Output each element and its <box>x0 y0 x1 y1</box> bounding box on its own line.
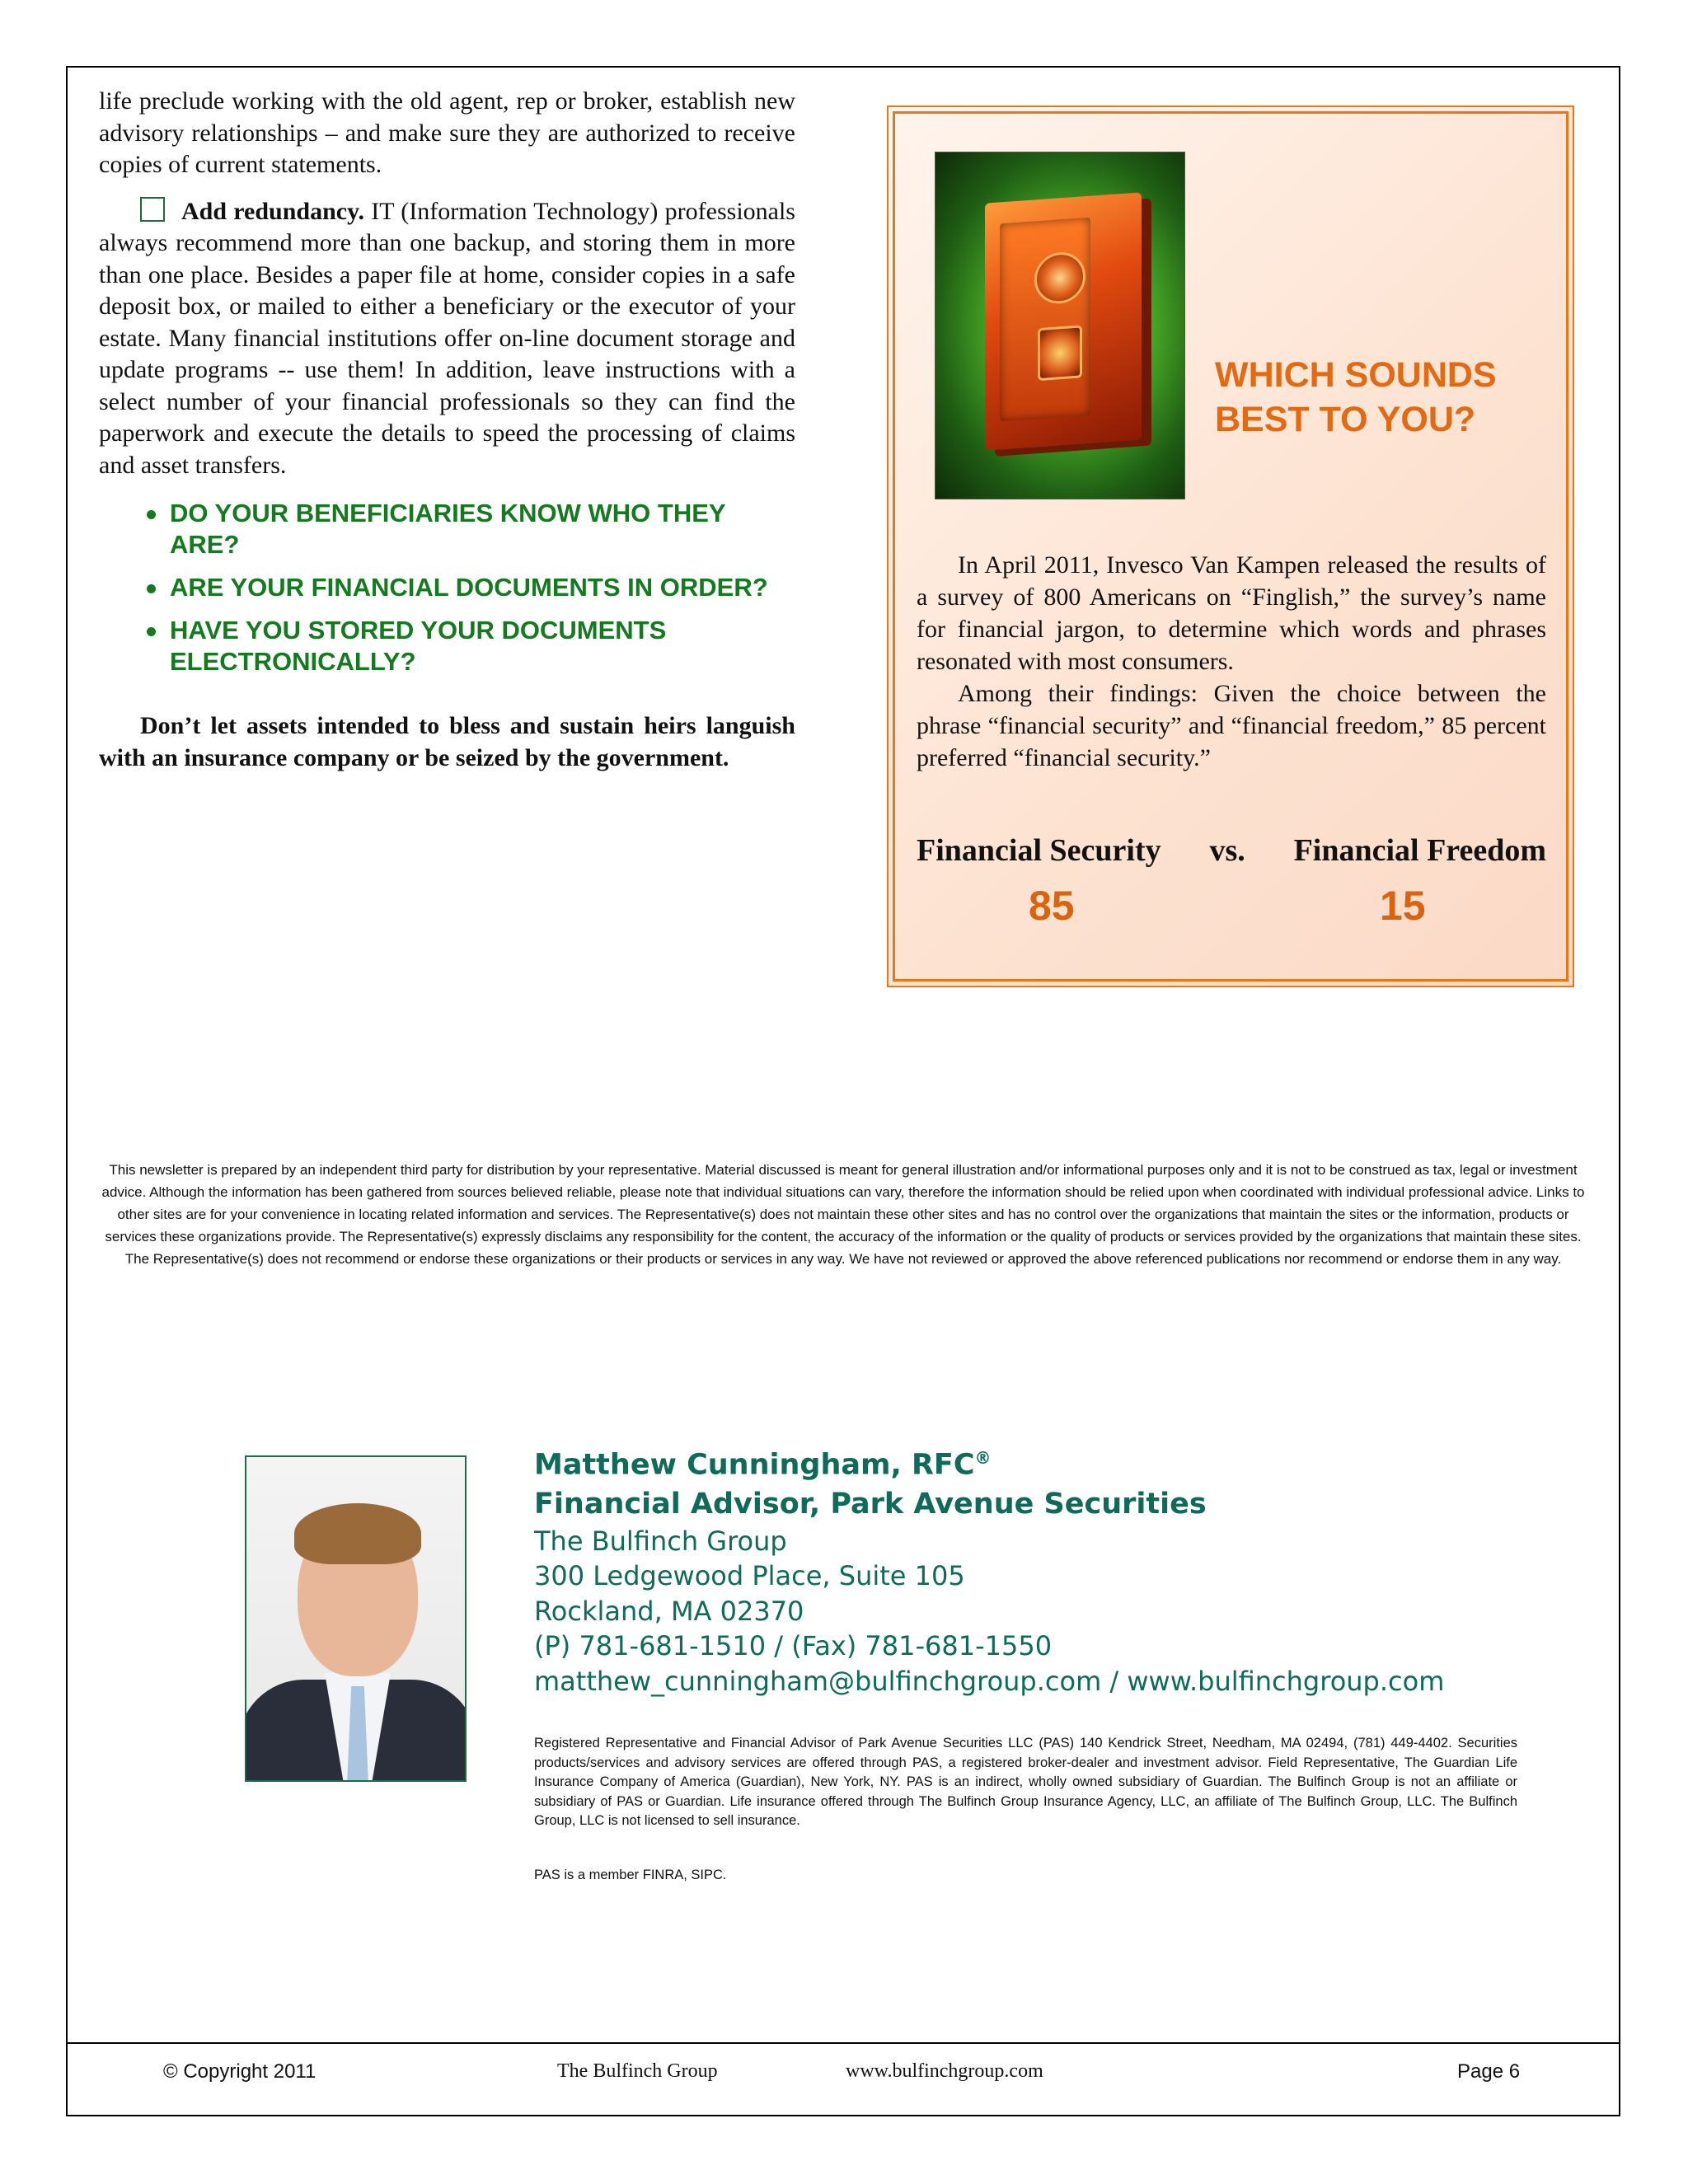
list-item-text: DO YOUR BENEFICIARIES KNOW WHO THEY ARE? <box>170 499 726 559</box>
advisor-company: The Bulfinch Group <box>534 1525 787 1557</box>
registered-mark: ® <box>974 1448 992 1468</box>
option-security-label: Financial Security <box>917 833 1161 868</box>
advisor-name <box>534 1439 1523 1485</box>
safe-image <box>935 152 1185 499</box>
lock-icon <box>1038 325 1082 381</box>
sidebar-body <box>917 549 1546 774</box>
option-freedom-label: Financial Freedom <box>1293 833 1546 868</box>
redundancy-text: IT (Information Technology) professionals always recommend more than one backup, and storing them in more than one place. Besides a paper file at home, consider copies in a safe deposit box, or mailed to either a beneficiary or the executor of your estate. Many financial institutions offer on-line document storage and update programs -- use them! In addition, leave instructions with a select number of your financial professionals so they can find the paperwork and execute the details to speed the processing of claims and asset transfers. <box>99 197 795 479</box>
footer-website-link[interactable]: www.bulfinchgroup.com <box>846 2060 1043 2082</box>
advisor-name-text: Matthew Cunningham, RFC <box>534 1448 975 1482</box>
footer-company: The Bulfinch Group <box>557 2060 718 2082</box>
question-list <box>99 498 795 677</box>
footer-copyright: © Copyright 2011 <box>163 2060 316 2083</box>
list-item <box>147 498 795 560</box>
sidebar-paragraph: In April 2011, Invesco Van Kampen released the results of a survey of 800 Americans on “Finglish,” the survey’s name for financial jargon, to determine which words and phrases resonated with most consumers. <box>917 551 1546 675</box>
sidebar-paragraph: Among their findings: Given the choice between the phrase “financial security” and “financial freedom,” 85 percent preferred “financial security.” <box>917 680 1546 771</box>
comparison-row <box>917 832 1546 869</box>
redundancy-paragraph <box>99 196 795 482</box>
page-number: Page 6 <box>1457 2060 1521 2083</box>
dial-icon <box>1034 251 1085 305</box>
redundancy-heading: Add redundancy. <box>181 197 364 225</box>
safe-door <box>1000 218 1090 422</box>
registration-disclosure: Registered Representative and Financial Advisor of Park Avenue Securities LLC (PAS) 140 Kendrick Street, Needham, MA 02494, (781) 449-4402. Securities products/services and advisory services are offered through PAS, a registered broker-dealer and investment advisor. Field Representative, The Guardian Life Insurance Company of America (Guardian), New York, NY. PAS is an indirect, wholly owned subsidiary of Guardian. The Bulfinch Group is not an affiliate or subsidiary of PAS or Guardian. Life insurance offered through The Bulfinch Group Insurance Agency, LLC, an affiliate of The Bulfinch Group, LLC. The Bulfinch Group, LLC is not licensed to sell insurance. <box>534 1736 1517 1828</box>
advisor-phone: (P) 781-681-1510 / (Fax) 781-681-1550 <box>534 1630 1053 1662</box>
article-column <box>99 86 795 774</box>
advisor-contact-block <box>534 1439 1523 1699</box>
legal-disclaimer: This newsletter is prepared by an independent third party for distribution by your representative. Material discussed is meant for general illustration and/or informational purposes only and it is not to be construed as tax, legal or investment advice. Although the information has been gathered from sources believed reliable, please note that individual situations can vary, therefore the information should be relied upon when coordinated with individual professional advice. Links to other sites are for your convenience in locating related information and services. The Representative(s) does not maintain these other sites and has no control over the organizations that maintain the sites or the information, products or services these organizations provide. The Representative(s) expressly disclaims any responsibility for the content, the accuracy of the information or the quality of products or services provided by the organizations that maintain these sites. The Representative(s) does not recommend or endorse these organizations or their products or services in any way. We have not reviewed or approved the above referenced publications nor recommend or endorse them in any way. <box>101 1162 1585 1267</box>
bullet-icon <box>147 510 156 519</box>
footer-divider <box>66 2042 1620 2044</box>
sidebar-heading: WHICH SOUNDS BEST TO YOU? <box>1215 355 1497 439</box>
safe-icon <box>985 192 1142 450</box>
bullet-icon <box>147 627 156 636</box>
list-item <box>147 615 795 677</box>
list-item <box>147 572 795 603</box>
survey-sidebar <box>887 105 1574 987</box>
list-item-text: HAVE YOU STORED YOUR DOCUMENTS ELECTRONICALLY? <box>170 616 667 676</box>
versus-label: vs. <box>1209 833 1245 868</box>
list-item-text: ARE YOUR FINANCIAL DOCUMENTS IN ORDER? <box>170 573 768 602</box>
advisor-title: Financial Advisor, Park Avenue Securities <box>534 1487 1207 1521</box>
closing-paragraph: Don’t let assets intended to bless and sustain heirs languish with an insurance company or be seized by the government. <box>99 712 795 771</box>
intro-paragraph: life preclude working with the old agent, rep or broker, establish new advisory relationships – and make sure they are authorized to receive copies of current statements. <box>99 87 795 178</box>
score-security: 85 <box>1029 883 1075 929</box>
photo-hair <box>294 1503 421 1564</box>
finra-notice: PAS is a member FINRA, SIPC. <box>534 1868 727 1882</box>
advisor-email-website[interactable]: matthew_cunningham@bulfinchgroup.com / www.bulfinchgroup.com <box>534 1665 1445 1697</box>
bullet-icon <box>147 584 156 593</box>
score-freedom: 15 <box>1380 883 1426 929</box>
advisor-address-line1: 300 Ledgewood Place, Suite 105 <box>534 1560 965 1592</box>
checkbox-icon[interactable] <box>140 197 165 222</box>
advisor-address-line2: Rockland, MA 02370 <box>534 1595 804 1627</box>
advisor-photo <box>245 1455 467 1782</box>
